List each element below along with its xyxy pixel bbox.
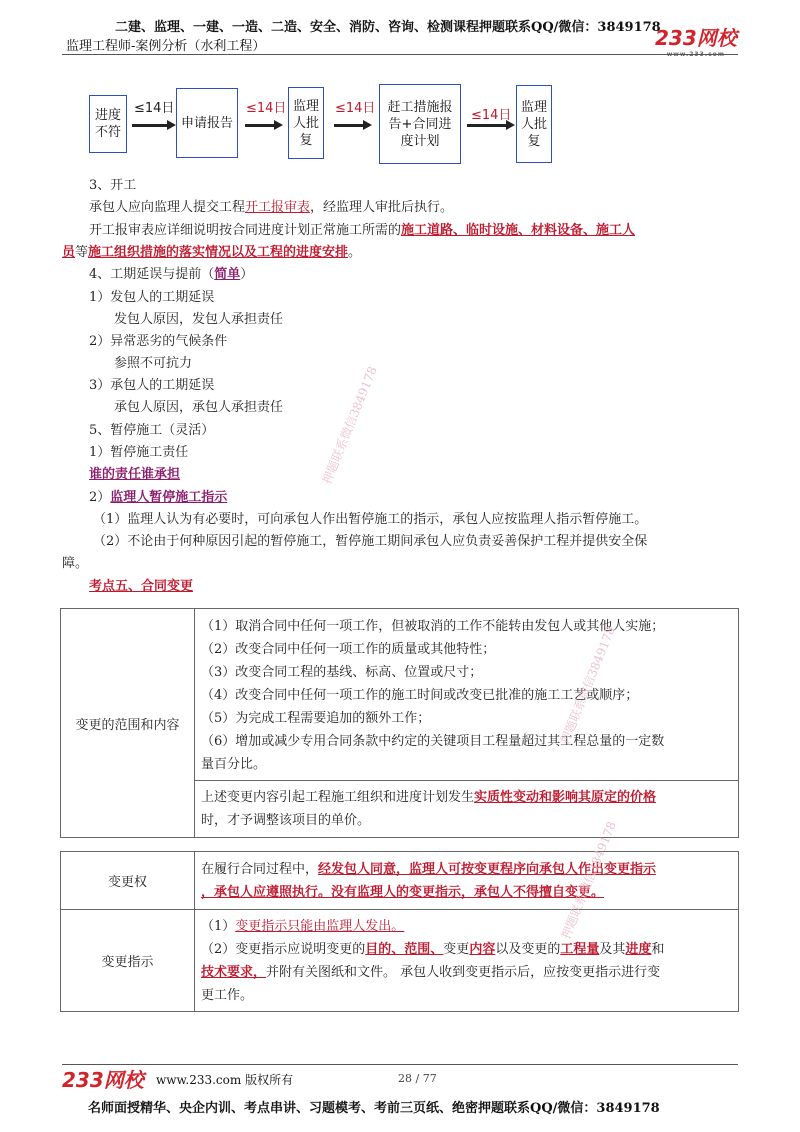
table1-item: 量百分比。	[201, 757, 267, 772]
table1-item: （6）增加或减少专用合同条款中约定的关键项目工程量超过其工程总量的一定数	[201, 734, 665, 749]
s5-item2-num: 2）	[89, 490, 111, 505]
header-logo	[655, 22, 737, 58]
s4-item3: 3）承包人的工期延误	[89, 378, 215, 393]
s3-p2-text-a: 开工报审表应详细说明按合同进度计划正常施工所需的	[89, 223, 402, 238]
s3-para2-line1	[89, 220, 635, 242]
table2-r1-label: 变更权	[61, 852, 195, 910]
watermark: 押题联系微信3849178	[557, 624, 618, 746]
s4-item1: 1）发包人的工期延误	[89, 290, 215, 305]
table1-note-a: 上述变更内容引起工程施工组织和进度计划发生	[201, 790, 475, 805]
s4-item2-sub: 参照不可抗力	[114, 356, 193, 371]
table1-item: （3）改变合同工程的基线、标高、位置或尺寸；	[201, 665, 483, 680]
table1-note-line1	[201, 786, 732, 809]
table2-r2-l1-highlight: 变更指示只能由监理人发出。	[235, 918, 405, 934]
s3-title: 3、开工	[89, 178, 137, 193]
s5-para1: （1）监理人认为有必要时，可向承包人作出暂停施工的指示，承包人应按监理人指示暂停施工。	[93, 512, 648, 527]
footer-line: 名师面授精华、央企内训、考点串讲、习题模考、考前三页纸、绝密押题联系QQ/微信：3849178	[88, 1101, 660, 1116]
s5-item1: 1）暂停施工责任	[89, 445, 189, 460]
table1-label: 变更的范围和内容	[61, 609, 195, 838]
header-divider	[62, 54, 738, 55]
flow-arrow-4	[467, 124, 507, 127]
flow-box-5: 监理人批复	[516, 85, 552, 163]
footer-divider	[62, 1064, 738, 1065]
table1-row-scope	[61, 609, 739, 781]
change-scope-table	[60, 608, 739, 838]
kd5-title-text: 考点五、合同变更	[89, 579, 194, 594]
s3-para1	[89, 197, 453, 219]
table2-row-instruction	[61, 910, 739, 1012]
s3-p1-text-b: ，经监理人审批后执行。	[310, 200, 454, 215]
s5-item2-highlight: 监理人暂停施工指示	[110, 490, 228, 505]
table2-r1-highlight1: 经发包人同意，监理人可按变更程序向承包人作出变更指示	[318, 861, 657, 877]
flow-arrow-2	[245, 124, 275, 127]
table2-r1-line2	[201, 881, 732, 904]
s3-para2-line2	[62, 242, 361, 264]
s5-item1-sub	[89, 464, 180, 486]
table2-r2-l1-a: （1）	[201, 918, 236, 934]
table2-r2-content	[195, 910, 739, 1012]
table2-r2-l2-c: 以及变更的	[495, 941, 561, 957]
flow-label-4: ≤14日	[471, 108, 512, 123]
table2-r2-l2-b: 变更	[443, 941, 470, 957]
s4-title-a: 4、工期延误与提前（	[89, 267, 215, 282]
s3-p2-text-c: 。	[348, 245, 362, 260]
s4-item3-sub: 承包人原因，承包人承担责任	[114, 400, 284, 415]
table2-r2-line3	[201, 961, 732, 984]
table1-note-highlight: 实质性变动和影响其原定的价格	[474, 790, 657, 805]
flow-box-4: 赶工措施报告+合同进度计划	[379, 84, 461, 164]
watermark: 押题联系微信3849178	[319, 364, 380, 486]
table2-r2-l3-highlight: 技术要求，	[201, 964, 267, 980]
flow-arrow-1	[132, 124, 168, 127]
flow-label-3: ≤14日	[335, 101, 376, 116]
table2-r2-l2-h4: 进度	[625, 941, 652, 957]
s4-item1-sub: 发包人原因，发包人承担责任	[114, 312, 284, 327]
table2-r2-l2-h1: 目的、范围、	[365, 941, 444, 957]
page-number: 28 / 77	[398, 1072, 437, 1085]
table1-note-line2: 时，才予调整该项目的单价。	[201, 813, 371, 828]
change-authority-table	[60, 851, 739, 1012]
table2-r2-l2-d: 及其	[599, 941, 626, 957]
flow-arrow-3	[334, 124, 364, 127]
watermark: 押题联系微信3849178	[558, 819, 619, 941]
s3-p2-highlight-2: 员	[62, 245, 76, 260]
footer-logo: 233网校	[62, 1068, 144, 1092]
s3-p1-text-a: 承包人应向监理人提交工程	[89, 200, 246, 215]
s4-title	[89, 264, 253, 286]
table2-r1-content	[195, 852, 739, 910]
header-logo-text: 233网校	[655, 26, 737, 50]
flow-box-2: 申请报告	[176, 88, 238, 158]
s3-p2-highlight-3: 施工组织措施的落实情况以及工程的进度安排	[88, 245, 349, 260]
table1-item: （5）为完成工程需要追加的额外工作；	[201, 711, 431, 726]
header-line1: 二建、监理、一建、一造、二造、安全、消防、咨询、检测课程押题联系QQ/微信：3849178	[115, 20, 661, 35]
table2-r1-line1	[201, 858, 732, 881]
footer-url: www.233.com 版权所有	[156, 1073, 294, 1087]
s5-para2a: （2）不论由于何种原因引起的暂停施工，暂停施工期间承包人应负责妥善保护工程并提供安全保	[93, 534, 648, 549]
table1-item: （4）改变合同中任何一项工作的施工时间或改变已批准的施工工艺或顺序；	[201, 688, 639, 703]
s5-para2b: 障。	[62, 556, 89, 571]
table2-r1-a: 在履行合同过程中，	[201, 861, 319, 877]
header-line2: 监理工程师-案例分析（水利工程）	[66, 39, 266, 54]
table2-r2-l2-e: 和	[651, 941, 665, 957]
flow-label-2: ≤14日	[246, 101, 287, 116]
s3-p2-text-b: 等	[75, 245, 89, 260]
kd5-title	[89, 576, 193, 598]
s3-p2-highlight-1: 施工道路、临时设施、材料设备、施工人	[401, 223, 636, 238]
flow-label-1: ≤14日	[134, 101, 175, 116]
s4-title-highlight: 简单	[214, 267, 241, 282]
table2-r2-l2-a: （2）变更指示应说明变更的	[201, 941, 366, 957]
table2-r2-line4: 更工作。	[201, 987, 254, 1003]
table2-row-authority	[61, 852, 739, 910]
s4-title-b: ）	[240, 267, 254, 282]
flow-box-3: 监理人批复	[288, 87, 324, 159]
s5-title: 5、暂停施工（灵活）	[89, 423, 215, 438]
s5-item2	[89, 487, 227, 509]
table2-r2-line2	[201, 938, 732, 961]
table2-r2-l3-a: 并附有关图纸和文件。 承包人收到变更指示后，应按变更指示进行变	[266, 964, 661, 980]
s4-item2: 2）异常恶劣的气候条件	[89, 334, 228, 349]
flow-box-1: 进度不符	[89, 95, 127, 153]
table2-r1-highlight2: ，承包人应遵照执行。没有监理人的变更指示，承包人不得擅自变更。	[201, 884, 605, 900]
table2-r2-l2-h3: 工程量	[560, 941, 600, 957]
table1-item: （1）取消合同中任何一项工作，但被取消的工作不能转由发包人或其他人实施；	[201, 619, 665, 634]
s5-item1-sub-text: 谁的责任谁承担	[89, 467, 181, 482]
s3-p1-highlight: 开工报审表	[245, 200, 311, 215]
table1-item: （2）改变合同中任何一项工作的质量或其他特性；	[201, 642, 496, 657]
table2-r2-label: 变更指示	[61, 910, 195, 1012]
table1-note	[195, 781, 739, 838]
table2-r2-line1	[201, 915, 732, 938]
table1-items	[195, 609, 739, 781]
table2-r2-l2-h2: 内容	[469, 941, 496, 957]
